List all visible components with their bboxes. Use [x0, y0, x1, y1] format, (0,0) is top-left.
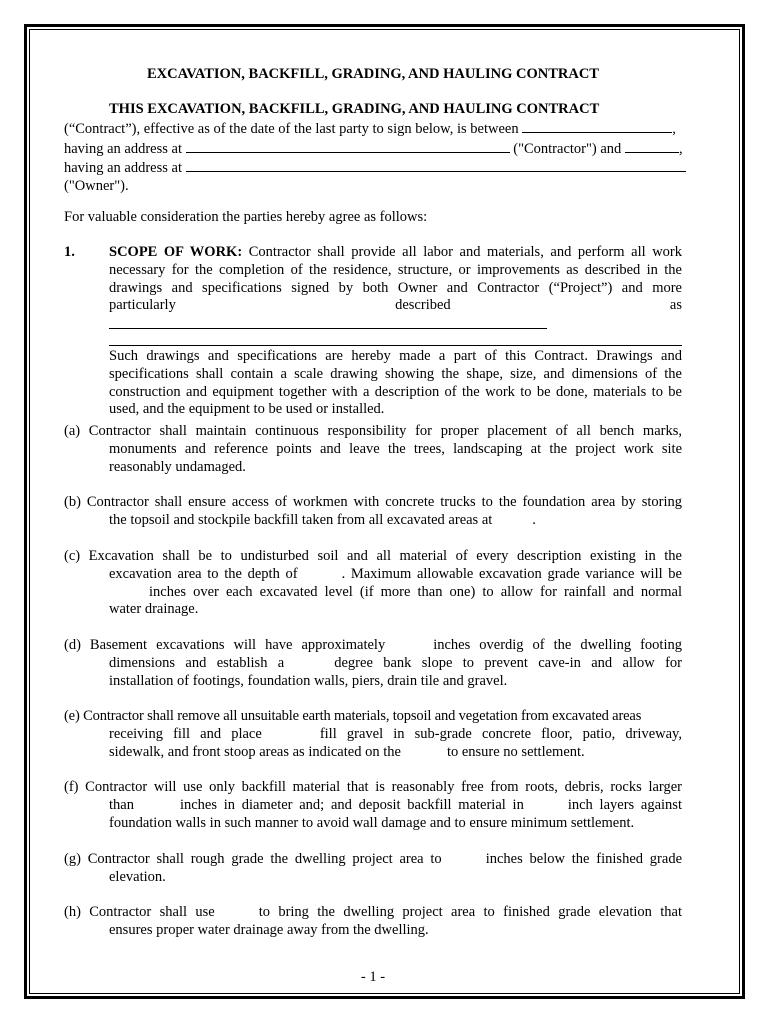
clause-d: [64, 637, 682, 690]
clause-a: [64, 423, 682, 476]
intro-line-1: (“Contract”), effective as of the date of the last party to sign below, is between ,: [64, 120, 676, 137]
contract-page: [64, 0, 682, 1024]
project-description-blank-2[interactable]: [109, 335, 682, 346]
consideration-text: For valuable consideration the parties hereby agree as follows:: [64, 209, 428, 225]
intro-line-3: [64, 158, 682, 178]
clause-c-r1a: excavation area to the depth of: [109, 565, 298, 582]
project-description-blank[interactable]: [109, 315, 547, 329]
clause-b-rest: [109, 512, 682, 530]
intro-line-2a-text: having an address at: [64, 140, 182, 157]
clause-e-r1a: receiving fill and place: [109, 725, 262, 742]
intro-paragraph: [64, 101, 682, 196]
clause-f-r1b: inches in diameter and; and deposit backfill material in: [179, 796, 524, 813]
clause-h-first-a: (h) Contractor shall use: [64, 904, 215, 920]
clause-b-end: .: [532, 511, 536, 528]
clause-f: [64, 779, 682, 832]
clause-c-r1: [109, 566, 682, 584]
clause-e-r2b: to ensure no settlement.: [446, 743, 585, 760]
intro-lead: THIS EXCAVATION, BACKFILL, GRADING, AND HAULING CONTRACT: [109, 101, 600, 117]
clause-h-first-b: to bring the dwelling project area to finished grade elevation that: [258, 904, 682, 920]
section-text-1: Contractor shall provide all labor and materials, and perform all work necessary for the completion of the residence, structure, or improvements as described in the drawings and specifications signed by both Owner and Contractor (“Project”) and more particularly described as: [109, 244, 683, 314]
clause-e-r1b: fill gravel in sub-grade concrete floor, patio, driveway,: [319, 725, 682, 742]
clause-b: [64, 494, 682, 530]
clause-e-r1: [109, 726, 682, 744]
clause-b-rest-text: the topsoil and stockpile backfill taken from all excavated areas at: [109, 511, 493, 528]
intro-line-2b-text: ("Contractor") and: [513, 140, 622, 157]
owner-name-blank[interactable]: [625, 139, 679, 153]
clause-g-r1: elevation.: [109, 868, 166, 885]
clause-d-r1b: degree bank slope to prevent cave-in and allow for: [334, 654, 682, 671]
clause-a-rest: monuments and reference points and leave the trees, landscaping at the project work site reasonably undamaged.: [109, 440, 682, 475]
party-name-blank[interactable]: [522, 119, 672, 133]
clause-g: [64, 851, 682, 887]
intro-line-1-text: (“Contract”), effective as of the date of the last party to sign below, is between: [64, 120, 519, 137]
clause-d-r2: installation of footings, foundation walls, piers, drain tile and gravel.: [109, 672, 508, 689]
section-heading: SCOPE OF WORK:: [109, 244, 243, 260]
clause-b-first: (b) Contractor shall ensure access of workmen with concrete trucks to the foundation area by storing: [64, 494, 682, 510]
contract-title: EXCAVATION, BACKFILL, GRADING, AND HAULING CONTRACT: [147, 66, 599, 82]
clause-c-r2-text: inches over each excavated level (if more than one) to allow for rainfall and normal: [149, 583, 682, 600]
section-text-2: Such drawings and specifications are hereby made a part of this Contract. Drawings and specifications shall contain a scale drawing showing the shape, size, and dimensions of the construction and equipment together with a description of the work to be done, materials to be used, and the equipment to be used or installed.: [109, 347, 682, 418]
clause-g-first-a: (g) Contractor shall rough grade the dwelling project area to: [64, 851, 442, 867]
clause-c-r1b: . Maximum allowable excavation grade variance will be: [341, 565, 682, 582]
intro-line-3-text: having an address at: [64, 160, 182, 177]
clause-e-first: (e) Contractor shall remove all unsuitable earth materials, topsoil and vegetation from excavated areas: [64, 708, 642, 724]
contractor-address-blank[interactable]: [186, 139, 510, 153]
clause-e-r2: [109, 744, 682, 762]
clause-f-first: (f) Contractor will use only backfill material that is reasonably free from roots, debris, rocks larger: [64, 779, 682, 795]
clause-h-r1: ensures proper water drainage away from the dwelling.: [109, 921, 429, 938]
clause-d-r1a: dimensions and establish a: [109, 654, 285, 671]
clause-a-first: (a) Contractor shall maintain continuous responsibility for proper placement of all bench marks,: [64, 423, 682, 439]
clause-e: [64, 708, 682, 761]
clause-c-first: (c) Excavation shall be to undisturbed soil and all material of every description existing in the: [64, 548, 682, 564]
clause-g-first-b: inches below the finished grade: [485, 851, 683, 867]
page-number: - 1 -: [360, 969, 386, 985]
clause-f-r2: foundation walls in such manner to avoid wall damage and to ensure minimum settlement.: [109, 814, 635, 831]
clause-f-r1a: than: [109, 796, 134, 813]
clause-c-r3: water drainage.: [109, 601, 199, 618]
section-number: 1.: [64, 244, 75, 260]
intro-line-2: having an address at ("Contractor") and ,: [64, 140, 683, 157]
owner-address-blank[interactable]: [186, 158, 686, 172]
section-body: [109, 244, 682, 419]
clause-d-first: [64, 637, 682, 655]
clause-h-first: [64, 904, 682, 922]
clause-f-r1: [109, 797, 682, 815]
clause-e-r2a: sidewalk, and front stoop areas as indicated on the: [109, 743, 401, 760]
clause-d-r1: [109, 655, 682, 673]
clause-c: [64, 548, 682, 619]
clause-h: [64, 904, 682, 940]
clause-d-first-b: inches overdig of the dwelling footing: [433, 637, 682, 653]
clause-f-r1c: inch layers against: [567, 796, 682, 813]
clause-c-r2: [109, 584, 682, 602]
clause-d-first-a: (d) Basement excavations will have approximately: [64, 637, 386, 653]
section-scope-of-work: [64, 244, 682, 419]
clause-g-first: [64, 851, 682, 869]
intro-line-4: ("Owner").: [64, 178, 129, 195]
